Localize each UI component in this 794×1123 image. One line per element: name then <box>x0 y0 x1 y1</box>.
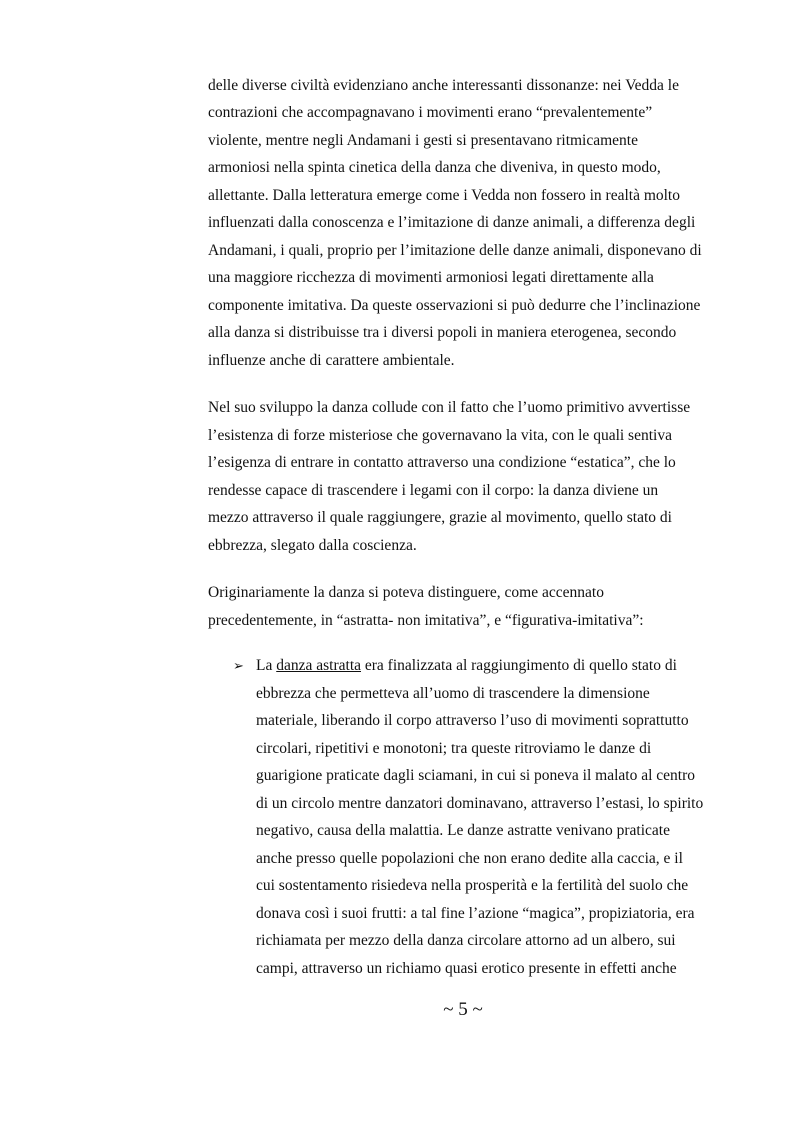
text-line: contrazioni che accompagnavano i movimenti erano “prevalentemente” <box>208 104 653 121</box>
text-line: allettante. Dalla letteratura emerge come i Vedda non fossero in realtà molto <box>208 187 680 204</box>
text-line: Andamani, i quali, proprio per l’imitazione delle danze animali, disponevano di <box>208 242 702 259</box>
arrowhead-bullet-icon: ➢ <box>233 658 244 673</box>
text-line: influenze anche di carattere ambientale. <box>208 352 455 369</box>
text-line: l’esistenza di forze misteriose che governavano la vita, con le quali sentiva <box>208 427 672 444</box>
text-line: rendesse capace di trascendere i legami con il corpo: la danza diviene un <box>208 482 659 499</box>
text-line: di un circolo mentre danzatori dominavano, attraverso l’estasi, lo spirito <box>256 795 704 812</box>
text-line: delle diverse civiltà evidenziano anche interessanti dissonanze: nei Vedda le <box>208 77 679 94</box>
text-line: Nel suo sviluppo la danza collude con il fatto che l’uomo primitivo avvertisse <box>208 399 691 416</box>
text-line: l’esigenza di entrare in contatto attraverso una condizione “estatica”, che lo <box>208 454 676 471</box>
text-line: richiamata per mezzo della danza circolare attorno ad un albero, sui <box>256 932 676 949</box>
list-item-suffix: era finalizzata al raggiungimento di quello stato di <box>361 657 677 674</box>
text-line: negativo, causa della malattia. Le danze astratte venivano praticate <box>256 822 670 839</box>
page-number: ~ 5 ~ <box>443 999 483 1020</box>
text-line: alla danza si distribuisse tra i diversi popoli in maniera eterogenea, secondo <box>208 324 677 341</box>
text-line: ebbrezza, slegato dalla coscienza. <box>208 537 417 554</box>
text-line: campi, attraverso un richiamo quasi erotico presente in effetti anche <box>256 960 677 977</box>
text-line: anche presso quelle popolazioni che non erano dedite alla caccia, e il <box>256 850 683 867</box>
text-line: cui sostentamento risiedeva nella prosperità e la fertilità del suolo che <box>256 877 689 894</box>
text-line: precedentemente, in “astratta- non imitativa”, e “figurativa-imitativa”: <box>208 612 644 629</box>
list-item-first-line <box>256 656 677 676</box>
text-line: materiale, liberando il corpo attraverso l’uso di movimenti soprattutto <box>256 712 689 729</box>
text-line: ebbrezza che permetteva all’uomo di trascendere la dimensione <box>256 685 650 702</box>
text-line: componente imitativa. Da queste osservazioni si può dedurre che l’inclinazione <box>208 297 701 314</box>
text-line: circolari, ripetitivi e monotoni; tra queste ritroviamo le danze di <box>256 740 652 757</box>
list-item-prefix: La <box>256 657 277 674</box>
text-line: Originariamente la danza si poteva distinguere, come accennato <box>208 584 604 601</box>
text-line: violente, mentre negli Andamani i gesti si presentavano ritmicamente <box>208 132 638 149</box>
text-line: donava così i suoi frutti: a tal fine l’azione “magica”, propiziatoria, era <box>256 905 695 922</box>
text-line: guarigione praticate dagli sciamani, in cui si poneva il malato al centro <box>256 767 696 784</box>
underlined-term: danza astratta <box>276 657 361 674</box>
text-line: armoniosi nella spinta cinetica della danza che diveniva, in questo modo, <box>208 159 661 176</box>
text-line: mezzo attraverso il quale raggiungere, grazie al movimento, quello stato di <box>208 509 672 526</box>
text-line: influenzati dalla conoscenza e l’imitazione di danze animali, a differenza degli <box>208 214 696 231</box>
text-line: una maggiore ricchezza di movimenti armoniosi legati direttamente alla <box>208 269 654 286</box>
